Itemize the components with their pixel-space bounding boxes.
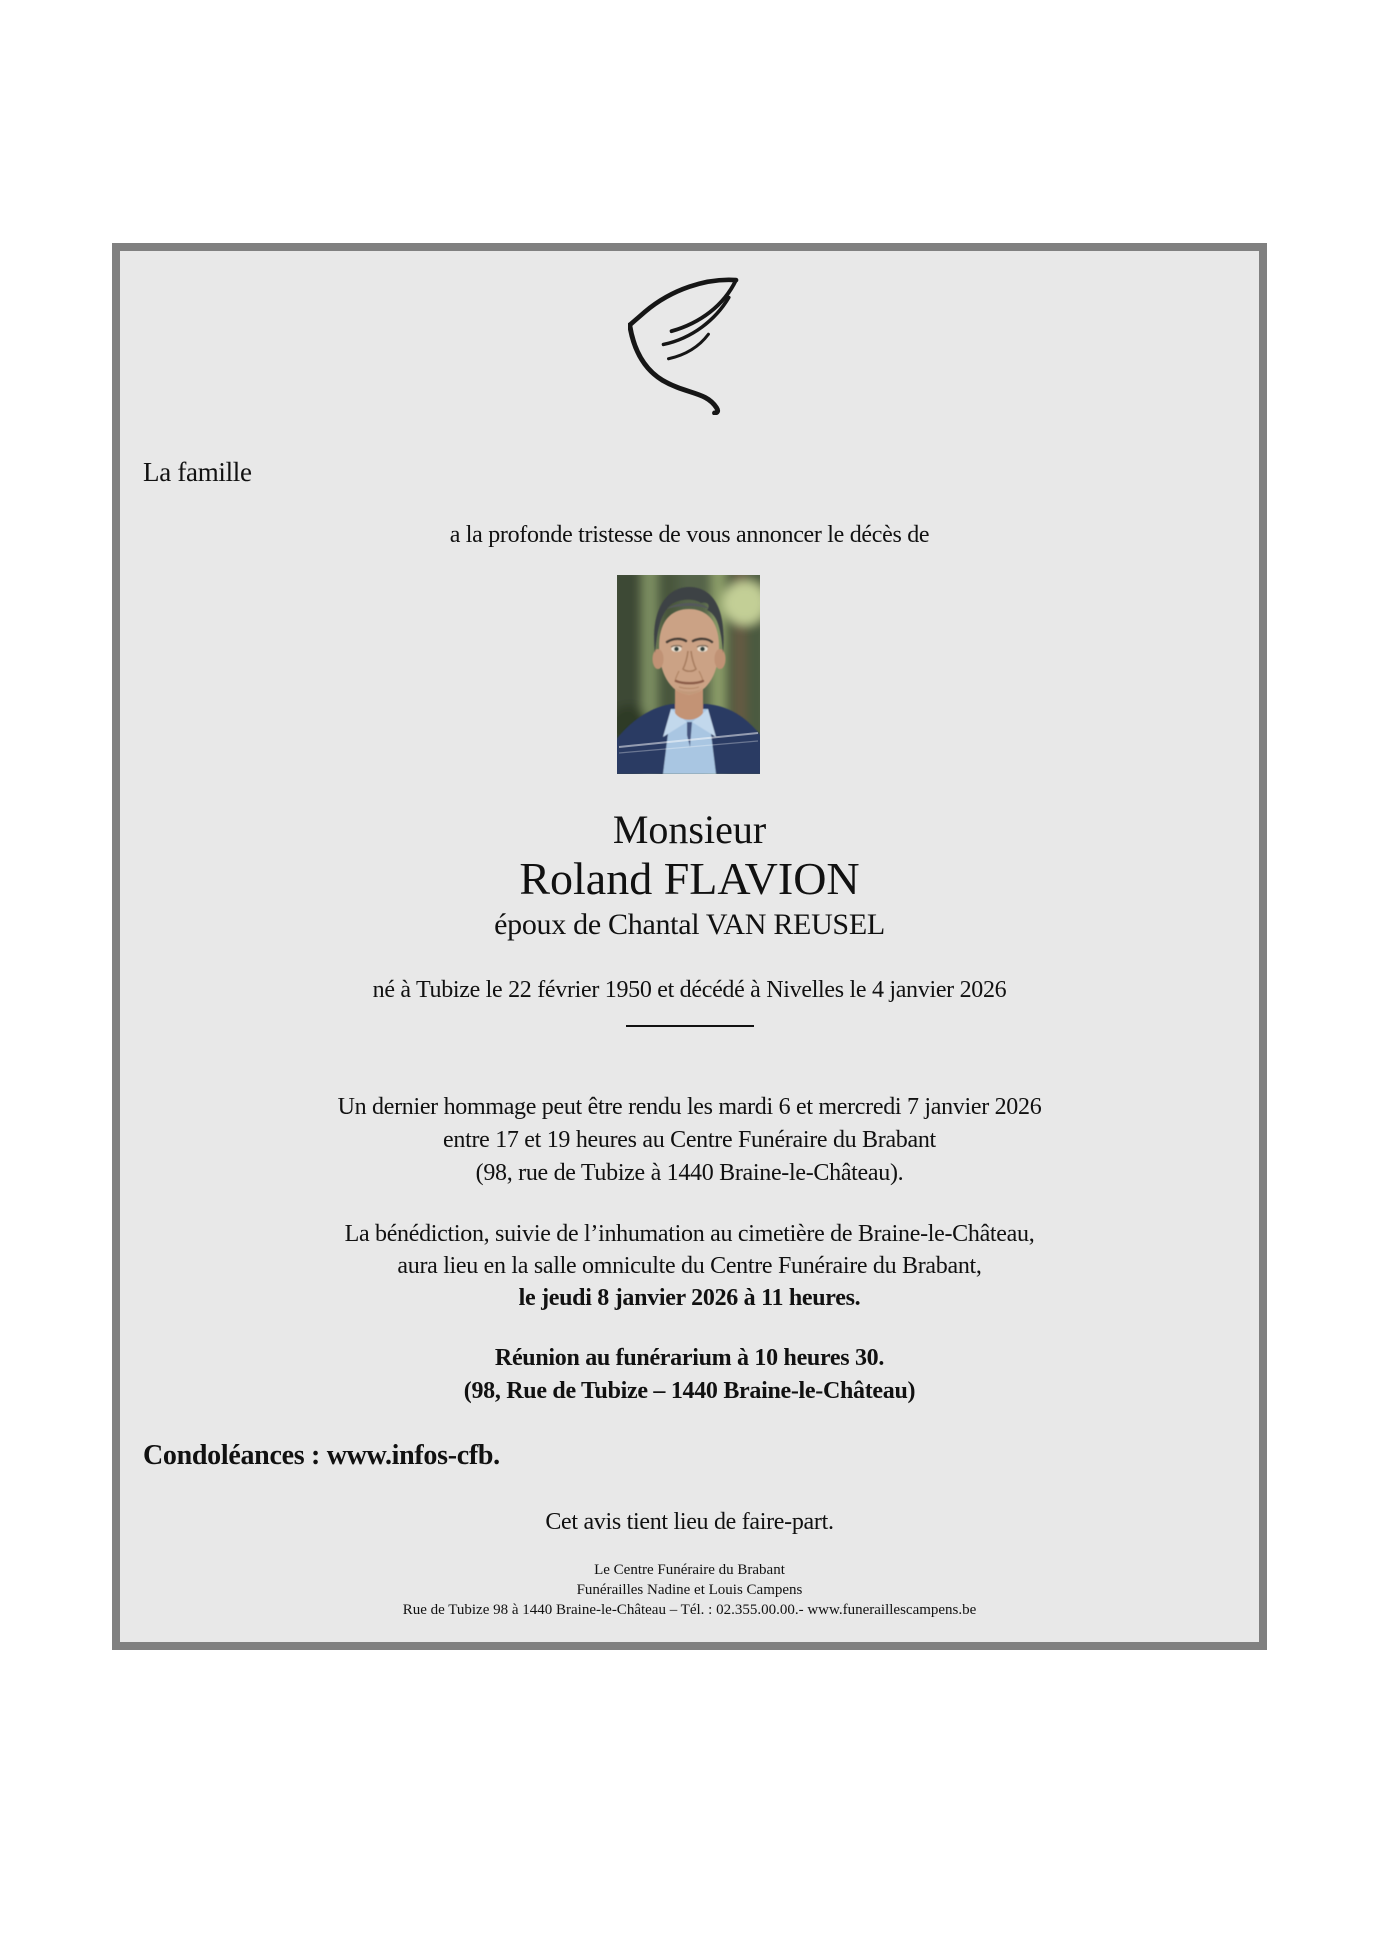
ceremony-line-2: aura lieu en la salle omniculte du Centre Funéraire du Brabant,: [397, 1253, 982, 1279]
meeting-line-1: Réunion au funérarium à 10 heures 30.: [494, 1345, 885, 1371]
meeting-paragraph: [120, 1342, 1259, 1408]
meeting-line-2: (98, Rue de Tubize – 1440 Braine-le-Château): [463, 1378, 916, 1404]
portrait-photo-illustration: [617, 575, 760, 774]
memorial-card: [112, 243, 1267, 1650]
deceased-title: Monsieur: [612, 807, 767, 852]
condolences-line: Condoléances : www.infos-cfb.: [143, 1440, 500, 1471]
deceased-name: Roland FLAVION: [519, 853, 860, 904]
footer-line-1: Le Centre Funéraire du Brabant: [594, 1562, 785, 1578]
tribute-line-2: entre 17 et 19 heures au Centre Funéraire du Brabant: [443, 1127, 936, 1153]
deceased-spouse: époux de Chantal VAN REUSEL: [494, 908, 885, 941]
divider-line: [626, 1025, 754, 1027]
funeral-home-footer: [120, 1560, 1259, 1620]
dove-icon: [628, 277, 752, 415]
ceremony-line-1: La bénédiction, suivie de l’inhumation au cimetière de Braine-le-Château,: [344, 1221, 1035, 1247]
footer-line-2: Funérailles Nadine et Louis Campens: [576, 1582, 803, 1598]
announcement-line: a la profonde tristesse de vous annoncer le décès de: [449, 522, 930, 548]
notice-line: Cet avis tient lieu de faire-part.: [545, 1509, 834, 1535]
tribute-line-1: Un dernier hommage peut être rendu les mardi 6 et mercredi 7 janvier 2026: [337, 1094, 1042, 1120]
portrait-photo: [617, 575, 760, 774]
footer-line-3: Rue de Tubize 98 à 1440 Braine-le-Château – Tél. : 02.355.00.00.- www.funeraillescampens.be: [402, 1602, 977, 1618]
tribute-line-3: (98, rue de Tubize à 1440 Braine-le-Château).: [475, 1160, 904, 1186]
ceremony-paragraph: [120, 1218, 1259, 1314]
family-line: La famille: [143, 457, 252, 487]
ceremony-date-line: le jeudi 8 janvier 2026 à 11 heures.: [518, 1285, 861, 1311]
tribute-paragraph: [120, 1091, 1259, 1190]
life-dates: né à Tubize le 22 février 1950 et décédé à Nivelles le 4 janvier 2026: [372, 977, 1007, 1003]
